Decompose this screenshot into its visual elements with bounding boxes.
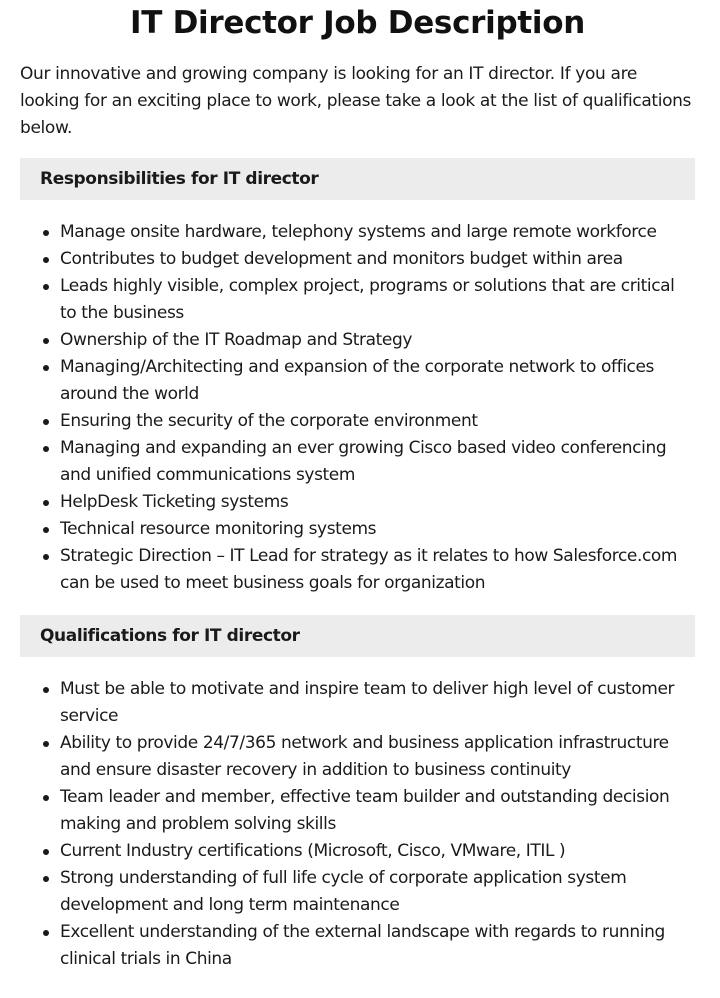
responsibilities-list [20,219,695,597]
list-item: Team leader and member, effective team builder and outstanding decision making and problem solving skills [60,784,695,838]
list-item: Ensuring the security of the corporate environment [60,408,695,435]
list-item: Current Industry certifications (Microsoft, Cisco, VMware, ITIL ) [60,838,695,865]
list-item: Excellent understanding of the external landscape with regards to running clinical trials in China [60,919,695,973]
list-item: Strategic Direction – IT Lead for strategy as it relates to how Salesforce.com can be used to meet business goals for organization [60,543,695,597]
list-item: Manage onsite hardware, telephony systems and large remote workforce [60,219,695,246]
qualifications-list [20,676,695,973]
list-item: Ownership of the IT Roadmap and Strategy [60,327,695,354]
page-title: IT Director Job Description [130,5,585,41]
list-item: HelpDesk Ticketing systems [60,489,695,516]
responsibilities-heading: Responsibilities for IT director [20,158,695,200]
list-item: Technical resource monitoring systems [60,516,695,543]
list-item: Managing/Architecting and expansion of the corporate network to offices around the world [60,354,695,408]
qualifications-heading: Qualifications for IT director [20,615,695,657]
list-item: Ability to provide 24/7/365 network and business application infrastructure and ensure disaster recovery in addition to business continuity [60,730,695,784]
list-item: Contributes to budget development and monitors budget within area [60,246,695,273]
list-item: Strong understanding of full life cycle of corporate application system development and long term maintenance [60,865,695,919]
list-item: Leads highly visible, complex project, programs or solutions that are critical to the business [60,273,695,327]
list-item: Managing and expanding an ever growing Cisco based video conferencing and unified communications system [60,435,695,489]
intro-paragraph: Our innovative and growing company is looking for an IT director. If you are looking for an exciting place to work, please take a look at the list of qualifications below. [20,64,692,138]
list-item: Must be able to motivate and inspire team to deliver high level of customer service [60,676,695,730]
